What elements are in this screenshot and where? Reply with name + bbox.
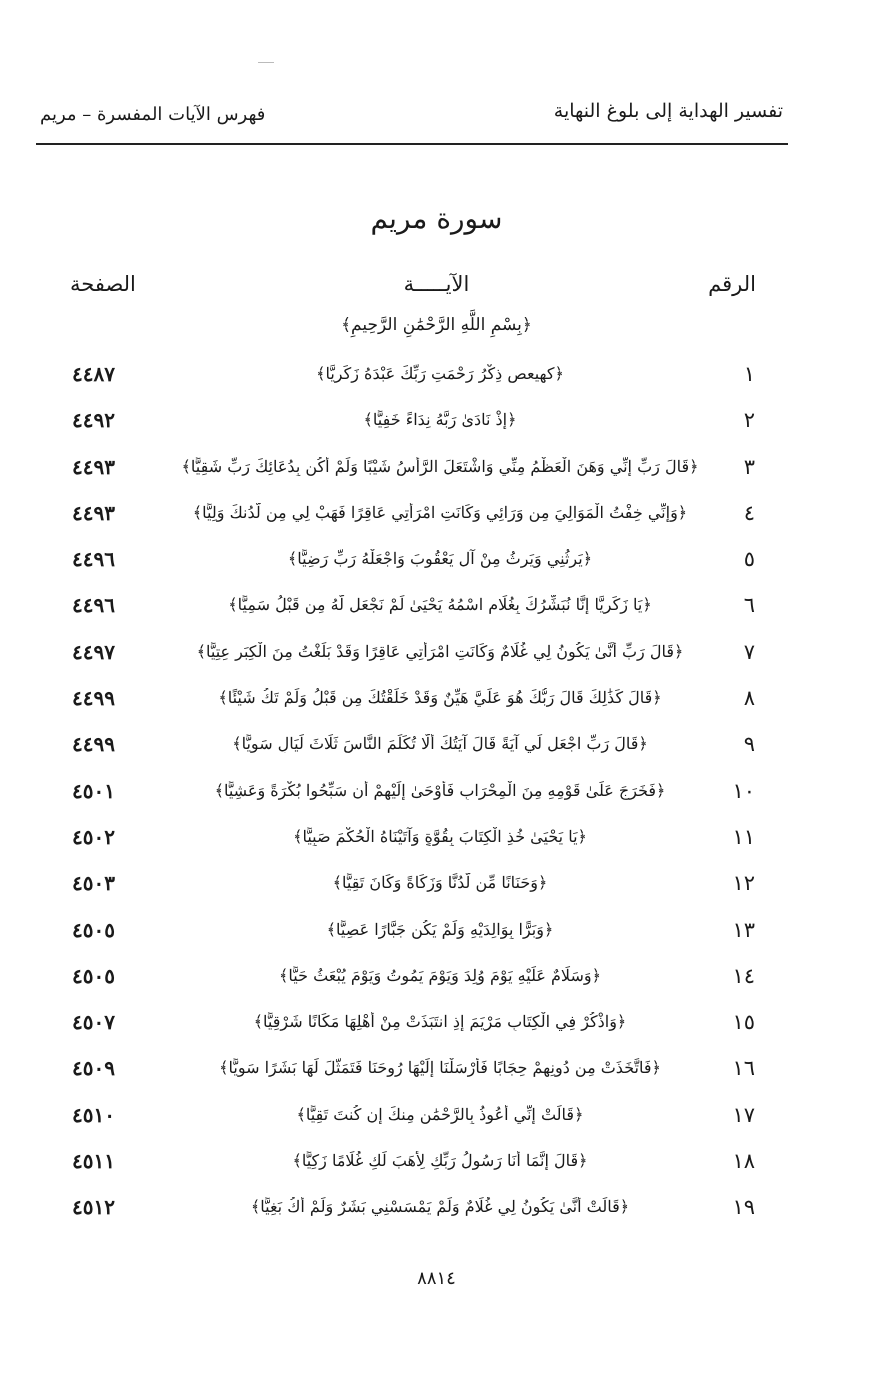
page-reference: ٤٥١١ xyxy=(72,1149,115,1174)
ayah-number: ٧ xyxy=(743,639,755,664)
ayah-text: ﴿قَالَتْ إِنِّي أَعُوذُ بِالرَّحْمَٰنِ مِنكَ إِن كُنتَ تَقِيًّا﴾ xyxy=(296,1104,584,1124)
ayah-number: ٨ xyxy=(743,686,755,711)
table-row xyxy=(0,1187,873,1233)
ayah-number: ١٤ xyxy=(732,963,755,988)
table-row xyxy=(0,400,873,446)
page-reference: ٤٤٩٩ xyxy=(72,732,115,757)
ayah-text: ﴿قَالَ كَذَٰلِكَ قَالَ رَبُّكَ هُوَ عَلَيَّ هَيِّنٌ وَقَدْ خَلَقْتُكَ مِن قَبْلُ وَلَمْ تَكُ شَيْئًا﴾ xyxy=(218,688,662,708)
ayah-number: ٦ xyxy=(743,593,755,618)
ayah-number: ٥ xyxy=(743,547,755,572)
ayah-text: ﴿يَا زَكَرِيَّا إِنَّا نُبَشِّرُكَ بِغُلَامٍ اسْمُهُ يَحْيَىٰ لَمْ نَجْعَل لَّهُ مِن قَبْلُ سَمِيًّا﴾ xyxy=(228,595,652,615)
table-row xyxy=(0,585,873,631)
ayah-text: ﴿يَرِثُنِي وَيَرِثُ مِنْ آلِ يَعْقُوبَ وَاجْعَلْهُ رَبِّ رَضِيًّا﴾ xyxy=(287,549,593,569)
page-reference: ٤٤٩٦ xyxy=(72,547,115,572)
ayah-text: ﴿وَبَرًّا بِوَالِدَيْهِ وَلَمْ يَكُن جَبَّارًا عَصِيًّا﴾ xyxy=(326,919,554,939)
running-header-book-title: تفسير الهداية إلى بلوغ النهاية xyxy=(553,100,783,122)
ayah-number: ١٣ xyxy=(732,917,755,942)
page-reference: ٤٤٨٧ xyxy=(72,362,115,386)
table-row xyxy=(0,724,873,770)
ayah-number: ١٥ xyxy=(732,1010,755,1035)
ayah-text: ﴿قَالَ رَبِّ إِنِّي وَهَنَ الْعَظْمُ مِنِّي وَاشْتَعَلَ الرَّأْسُ شَيْبًا وَلَمْ أَكُن بِدُعَائِكَ رَبِّ شَقِيًّا﴾ xyxy=(181,456,699,476)
page-reference: ٤٤٩٢ xyxy=(72,408,115,433)
page-reference: ٤٥١٢ xyxy=(72,1195,115,1220)
page-reference: ٤٥٠٧ xyxy=(72,1010,115,1035)
table-row xyxy=(0,910,873,956)
ayah-number: ١٠ xyxy=(732,778,755,803)
ayah-number: ١٨ xyxy=(732,1149,755,1174)
header-divider xyxy=(36,143,788,145)
table-row xyxy=(0,1048,873,1094)
page-reference: ٤٤٩٩ xyxy=(72,686,115,711)
table-row xyxy=(0,493,873,539)
ayah-text: ﴿قَالَ رَبِّ أَنَّىٰ يَكُونُ لِي غُلَامٌ وَكَانَتِ امْرَأَتِي عَاقِرًا وَقَدْ بَلَغْتُ مِنَ الْكِبَرِ عِتِيًّا﴾ xyxy=(196,641,684,661)
table-row xyxy=(0,771,873,817)
ayah-text: ﴿قَالَتْ أَنَّىٰ يَكُونُ لِي غُلَامٌ وَلَمْ يَمْسَسْنِي بَشَرٌ وَلَمْ أَكُ بَغِيًّا﴾ xyxy=(250,1197,630,1217)
table-row xyxy=(0,539,873,585)
ayah-text: ﴿كهيعص ذِكْرُ رَحْمَتِ رَبِّكَ عَبْدَهُ زَكَرِيَّا﴾ xyxy=(316,364,564,383)
ayah-text: ﴿وَحَنَانًا مِّن لَّدُنَّا وَزَكَاةً وَكَانَ تَقِيًّا﴾ xyxy=(332,873,548,893)
running-header-section-title: فهرس الآيات المفسرة – مريم xyxy=(40,104,266,125)
ayah-text: ﴿فَخَرَجَ عَلَىٰ قَوْمِهِ مِنَ الْمِحْرَابِ فَأَوْحَىٰ إِلَيْهِمْ أَن سَبِّحُوا بُكْرَةً وَعَشِيًّا﴾ xyxy=(214,780,666,800)
page-reference: ٤٥٠٥ xyxy=(72,963,115,988)
ayah-number: ١٦ xyxy=(732,1056,755,1081)
scan-mark xyxy=(258,62,274,63)
page-reference: ٤٤٩٣ xyxy=(72,454,115,479)
table-row xyxy=(0,863,873,909)
column-header-number: الرقم xyxy=(708,272,756,296)
table-row xyxy=(0,678,873,724)
ayah-number: ٣ xyxy=(743,454,755,479)
page-reference: ٤٥٠١ xyxy=(72,778,115,803)
ayah-text: ﴿وَإِنِّي خِفْتُ الْمَوَالِيَ مِن وَرَائِي وَكَانَتِ امْرَأَتِي عَاقِرًا فَهَبْ لِي مِن لَّدُنكَ وَلِيًّا﴾ xyxy=(192,502,688,522)
ayah-index-table xyxy=(0,354,873,1234)
ayah-number: ١٩ xyxy=(732,1195,755,1220)
page-reference: ٤٥٠٣ xyxy=(72,871,115,896)
column-header-page: الصفحة xyxy=(70,272,136,296)
page-reference: ٤٥٠٥ xyxy=(72,917,115,942)
page-reference: ٤٤٩٦ xyxy=(72,593,115,618)
table-row xyxy=(0,817,873,863)
ayah-text: ﴿قَالَ إِنَّمَا أَنَا رَسُولُ رَبِّكِ لِأَهَبَ لَكِ غُلَامًا زَكِيًّا﴾ xyxy=(292,1151,588,1171)
basmala: ﴿بِسْمِ اللَّهِ الرَّحْمَٰنِ الرَّحِيمِ﴾ xyxy=(341,315,532,335)
page-reference: ٤٥٠٩ xyxy=(72,1056,115,1081)
table-row xyxy=(0,1002,873,1048)
page-number: ٨٨١٤ xyxy=(417,1268,456,1289)
ayah-number: ١١ xyxy=(732,824,755,849)
ayah-text: ﴿إِذْ نَادَىٰ رَبَّهُ نِدَاءً خَفِيًّا﴾ xyxy=(363,410,517,430)
page-reference: ٤٤٩٧ xyxy=(72,639,115,664)
ayah-text: ﴿وَاذْكُرْ فِي الْكِتَابِ مَرْيَمَ إِذِ انتَبَذَتْ مِنْ أَهْلِهَا مَكَانًا شَرْقِيًّا﴾ xyxy=(253,1012,627,1032)
table-row xyxy=(0,447,873,493)
page-reference: ٤٤٩٣ xyxy=(72,500,115,525)
table-row xyxy=(0,1095,873,1141)
page-reference: ٤٥١٠ xyxy=(72,1102,115,1127)
table-row xyxy=(0,354,873,400)
ayah-number: ٤ xyxy=(743,500,755,525)
ayah-number: ١٧ xyxy=(732,1102,755,1127)
ayah-number: ٩ xyxy=(743,732,755,757)
ayah-number: ٢ xyxy=(743,408,755,433)
ayah-text: ﴿فَاتَّخَذَتْ مِن دُونِهِمْ حِجَابًا فَأَرْسَلْنَا إِلَيْهَا رُوحَنَا فَتَمَثَّلَ لَهَا بَشَرًا سَوِيًّا﴾ xyxy=(219,1058,661,1078)
column-header-ayah: الآيـــــة xyxy=(403,272,470,296)
ayah-number: ١٢ xyxy=(732,871,755,896)
ayah-text: ﴿وَسَلَامٌ عَلَيْهِ يَوْمَ وُلِدَ وَيَوْمَ يَمُوتُ وَيَوْمَ يُبْعَثُ حَيًّا﴾ xyxy=(279,965,601,985)
ayah-number: ١ xyxy=(743,362,755,386)
table-row xyxy=(0,1141,873,1187)
page-reference: ٤٥٠٢ xyxy=(72,824,115,849)
ayah-text: ﴿يَا يَحْيَىٰ خُذِ الْكِتَابَ بِقُوَّةٍ وَآتَيْنَاهُ الْحُكْمَ صَبِيًّا﴾ xyxy=(293,826,587,846)
ayah-text: ﴿قَالَ رَبِّ اجْعَل لِّي آيَةً قَالَ آيَتُكَ أَلَّا تُكَلِّمَ النَّاسَ ثَلَاثَ لَيَالٍ سَوِيًّا﴾ xyxy=(232,734,648,754)
table-row xyxy=(0,956,873,1002)
table-row xyxy=(0,632,873,678)
surah-title: سورة مريم xyxy=(370,202,503,235)
